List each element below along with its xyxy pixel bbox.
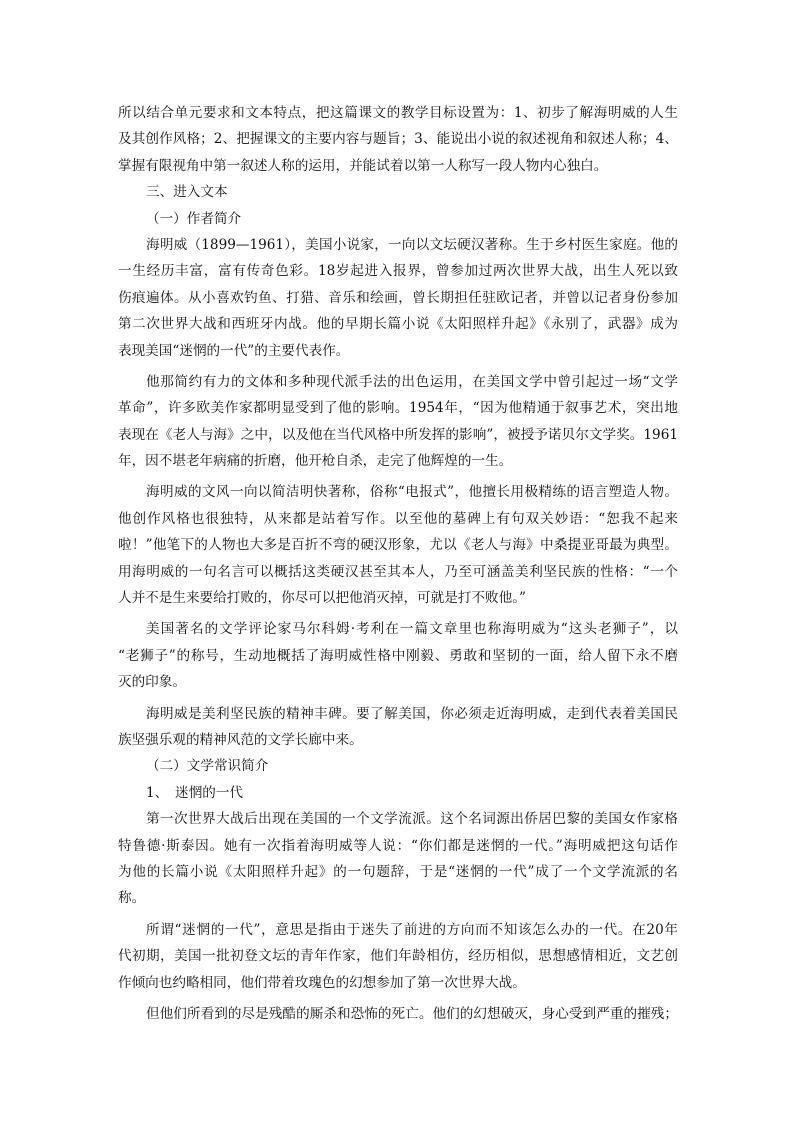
item-lost-generation-heading xyxy=(118,780,678,806)
text-line: 美国著名的文学评论家马尔科姆·考利在一篇文章里也称海明威为“这头老狮子”，以 xyxy=(146,621,678,638)
subheading-literary-knowledge xyxy=(118,753,678,779)
text-line: 但他们所看到的尽是残酷的厮杀和恐怖的死亡。他们的幻想破灭，身心受到严重的摧残； xyxy=(146,1005,678,1022)
text-line: 一生经历丰富，富有传奇色彩。18岁起进入报界，曾参加过两次世界大战，出生人死以致 xyxy=(118,263,678,280)
subheading-author-intro xyxy=(118,206,678,232)
text-line: 族坚强乐观的精神风范的文学长廊中来。 xyxy=(118,731,363,748)
lost-generation-origin-paragraph xyxy=(118,806,678,912)
text-line: 第二次世界大战和西班牙内战。他的早期长篇小说《太阳照样升起》《永别了，武器》成为 xyxy=(118,316,678,333)
text-line: 他创作风格也很独特，从来都是站着写作。以至他的墓碑上有句双关妙语：“恕我不起来 xyxy=(118,510,678,527)
text-line: 掌握有限视角中第一叙述人称的运用，并能试着以第一人称写一段人物内心独白。 xyxy=(118,157,608,174)
text-line: 海明威的文风一向以简洁明快著称，俗称“电报式”，他擅长用极精练的语言塑造人物。 xyxy=(146,484,678,501)
text-line: 代初期，美国一批初登文坛的青年作家，他们年龄相仿，经历相似，思想感情相近，文艺创 xyxy=(118,948,678,965)
text-line: 啦！”他笔下的人物也大多是百折不弯的硬汉形象，尤以《老人与海》中桑提亚哥最为典型。 xyxy=(118,537,678,554)
text-line: 革命”，许多欧美作家都明显受到了他的影响。1954年，“因为他精通于叙事艺术，突出地 xyxy=(118,400,678,417)
heading-text: 1、 迷惘的一代 xyxy=(146,784,244,801)
style-influence-paragraph xyxy=(118,369,678,475)
text-line: 伤痕遍体。从小喜欢钓鱼、打猎、音乐和绘画，曾长期担任驻欧记者，并曾以记者身份参加 xyxy=(118,289,678,306)
text-line: 灭的印象。 xyxy=(118,674,186,691)
heading-text: 三、进入文本 xyxy=(146,184,228,201)
heading-text: （一）作者简介 xyxy=(146,210,242,227)
text-line: 用海明威的一句名言可以概括这类硬汉甚至其本人，乃至可涵盖美利坚民族的性格：“一个 xyxy=(118,563,678,580)
national-spirit-paragraph xyxy=(118,701,678,754)
text-line: 所谓“迷惘的一代”，意思是指由于迷失了前进的方向而不知该怎么办的一代。在20年 xyxy=(146,921,678,938)
lost-generation-meaning-paragraph xyxy=(118,917,678,996)
text-line: 表现在《老人与海》之中，以及他在当代风格中所发挥的影响”，被授予诺贝尔文学奖。1961 xyxy=(118,426,678,443)
text-line: 称。 xyxy=(118,890,146,907)
war-disillusion-paragraph xyxy=(118,1001,678,1027)
text-line: 为他的长篇小说《太阳照样升起》的一句题辞，于是“迷惘的一代”成了一个文学流派的名 xyxy=(118,863,678,880)
text-line: 特鲁德·斯泰因。她有一次指着海明威等人说：“你们都是迷惘的一代。”海明威把这句话作 xyxy=(118,837,678,854)
author-bio-paragraph xyxy=(118,232,678,364)
telegraph-style-paragraph xyxy=(118,479,678,611)
text-line: 表现美国“迷惘的一代”的主要代表作。 xyxy=(118,342,350,359)
text-line: 海明威是美利坚民族的精神丰碑。要了解美国，你必须走近海明威，走到代表着美国民 xyxy=(146,705,678,722)
text-line: 年，因不堪老年病痛的折磨，他开枪自杀，走完了他辉煌的一生。 xyxy=(118,453,513,470)
text-line: 他那简约有力的文体和多种现代派手法的出色运用，在美国文学中曾引起过一场“文学 xyxy=(146,373,678,390)
document-body xyxy=(118,100,678,1027)
old-lion-paragraph xyxy=(118,616,678,695)
text-line: 及其创作风格；2、把握课文的主要内容与题旨；3、能说出小说的叙述视角和叙述人称；4、 xyxy=(118,131,678,148)
text-line: 海明威（1899—1961），美国小说家，一向以文坛硬汉著称。生于乡村医生家庭。他的 xyxy=(146,236,678,253)
text-line: 所以结合单元要求和文本特点，把这篇课文的教学目标设置为：1、初步了解海明威的人生 xyxy=(118,105,678,121)
objectives-paragraph xyxy=(118,100,678,179)
section-heading-enter-text xyxy=(118,179,678,205)
text-line: 人并不是生来要给打败的，你尽可以把他消灭掉，可就是打不败他。” xyxy=(118,590,526,607)
text-line: “老狮子”的称号，生动地概括了海明威性格中刚毅、勇敢和坚韧的一面，给人留下永不磨 xyxy=(118,647,678,664)
text-line: 作倾向也约略相同，他们带着玫瑰色的幻想参加了第一次世界大战。 xyxy=(118,974,526,991)
heading-text: （二）文学常识简介 xyxy=(146,758,269,775)
text-line: 第一次世界大战后出现在美国的一个文学流派。这个名词源出侨居巴黎的美国女作家格 xyxy=(146,811,678,828)
